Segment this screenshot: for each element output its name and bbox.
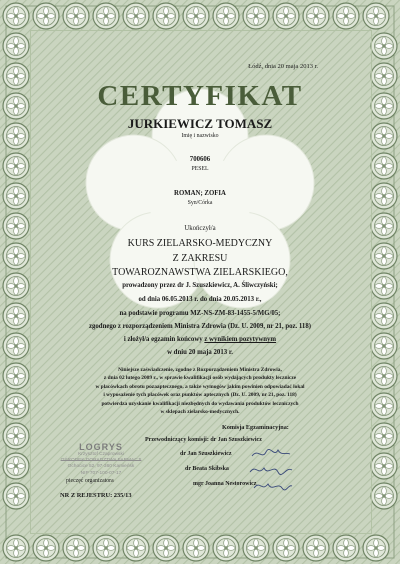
course-program: na podstawie programu MZ-NS-ZM-83-1455-5/MG/05; — [119, 310, 281, 317]
legal-line: i wyposażenie tych placówek oraz punktów aptecznych (Dz. U. 2009, nr 21, poz. 118) — [103, 392, 297, 399]
name-caption: Imię i nazwisko — [181, 133, 219, 139]
border-rosette-ornament — [273, 3, 299, 29]
chair-name: dr Jan Szuszkiewicz — [210, 437, 262, 443]
course-line-1: KURS ZIELARSKO-MEDYCZNY — [127, 238, 273, 249]
border-rosette-ornament — [333, 3, 359, 29]
exam-result-line — [0, 336, 400, 343]
chair-label: Przewodniczący komisji: — [145, 437, 209, 443]
course-line-3: TOWAROZNAWSTWA ZIELARSKIEGO, — [112, 267, 288, 278]
legal-line: w sklepach zielarsko-medycznych. — [160, 409, 240, 416]
course-dates: od dnia 06.05.2013 r. do dnia 20.05.2013 r., — [138, 296, 262, 303]
stamp-line: NIP 707-100-07-17 — [80, 470, 122, 476]
legal-line: z dnia 02 lutego 2009 r., w sprawie kwalifikacji osób wydających produkty lecznicze — [103, 375, 297, 382]
commission-member-3: mgr Joanna Nestorowicz — [193, 481, 257, 487]
organizer-caption: pieczęć organizatora — [66, 478, 114, 484]
stamp-line: Krzysztof Czaprowski — [78, 452, 124, 457]
border-rosette-ornament — [371, 363, 397, 389]
stamp-line: Ochocice 52, 97-360 Kamieńsk — [67, 464, 135, 470]
commission-member-2: dr Beata Skibska — [185, 466, 229, 472]
legal-line: Niniejsze zaświadczenie, zgodne z Rozporządzeniem Ministra Zdrowia, — [118, 367, 282, 373]
border-rosette-ornament — [123, 535, 149, 561]
pesel-caption: PESEL — [191, 166, 209, 172]
legal-statement — [70, 366, 330, 416]
legal-line: w placówkach obrotu pozaaptecznego, a także wymogów jakim powinien odpowiadać lokal — [95, 383, 305, 390]
stamp-logo: LOGRYS — [79, 442, 123, 452]
border-rosette-ornament — [213, 3, 239, 29]
parents-caption: Syn/Córka — [187, 200, 213, 206]
border-rosette-ornament — [371, 423, 397, 449]
border-rosette-ornament — [33, 535, 59, 561]
legal-line: potwierdza uzyskanie kwalifikacji niezbędnych do wydawania produktów leczniczych — [101, 400, 299, 407]
exam-result: z wynikiem pozytywnym — [204, 336, 277, 343]
exam-prefix: i złożył/a egzamin końcowy — [123, 336, 203, 343]
border-rosette-ornament — [303, 3, 329, 29]
border-rosette-ornament — [363, 3, 389, 29]
border-rosette-ornament — [371, 33, 397, 59]
border-rosette-ornament — [363, 535, 389, 561]
border-rosette-ornament — [3, 453, 29, 479]
border-rosette-ornament — [213, 535, 239, 561]
border-rosette-ornament — [3, 33, 29, 59]
commission-chair — [145, 437, 262, 443]
certificate-title: CERTYFIKAT — [97, 80, 303, 112]
border-rosette-ornament — [63, 3, 89, 29]
border-rosette-ornament — [93, 3, 119, 29]
border-rosette-ornament — [183, 535, 209, 561]
border-rosette-ornament — [93, 535, 119, 561]
border-rosette-ornament — [243, 535, 269, 561]
border-rosette-ornament — [3, 3, 29, 29]
course-regulation: zgodnego z rozporządzeniem Ministra Zdrowia (Dz. U. 2009, nr 21, poz. 118) — [88, 323, 311, 330]
organizer-stamp — [58, 442, 144, 477]
issue-date: Łódź, dnia 20 maja 2013 r. — [248, 63, 318, 70]
border-rosette-ornament — [273, 535, 299, 561]
commission-member-1: dr Jan Szuszkiewicz — [180, 451, 232, 457]
border-rosette-ornament — [333, 535, 359, 561]
border-rosette-ornament — [33, 3, 59, 29]
border-rosette-ornament — [3, 393, 29, 419]
completed-label: Ukończył/a — [184, 225, 216, 232]
course-lecturers: prowadzony przez dr J. Szuszkiewicz, A. Śliwczyński; — [122, 282, 278, 289]
registry-number: NR Z REJESTRU: 235/13 — [60, 492, 132, 499]
commission-header: Komisja Egzaminacyjna: — [222, 424, 289, 431]
exam-date: w dniu 20 maja 2013 r. — [167, 349, 233, 356]
border-rosette-ornament — [123, 3, 149, 29]
stamp-line: OŚRODEK DORADZTWA FARMACJI — [60, 458, 142, 464]
border-rosette-ornament — [371, 453, 397, 479]
border-rosette-ornament — [183, 3, 209, 29]
border-rosette-ornament — [3, 423, 29, 449]
border-rosette-ornament — [371, 483, 397, 509]
parents-value: ROMAN; ZOFIA — [174, 190, 226, 197]
pesel-value: 700606 — [189, 156, 211, 163]
border-rosette-ornament — [3, 363, 29, 389]
border-rosette-ornament — [153, 535, 179, 561]
recipient-name: JURKIEWICZ TOMASZ — [127, 116, 273, 131]
signature-scribbles — [248, 446, 294, 496]
border-rosette-ornament — [303, 535, 329, 561]
course-line-2: Z ZAKRESU — [172, 253, 228, 264]
border-rosette-ornament — [371, 393, 397, 419]
border-rosette-ornament — [3, 535, 29, 561]
border-rosette-ornament — [63, 535, 89, 561]
border-rosette-ornament — [3, 483, 29, 509]
border-rosette-ornament — [243, 3, 269, 29]
border-rosette-ornament — [153, 3, 179, 29]
